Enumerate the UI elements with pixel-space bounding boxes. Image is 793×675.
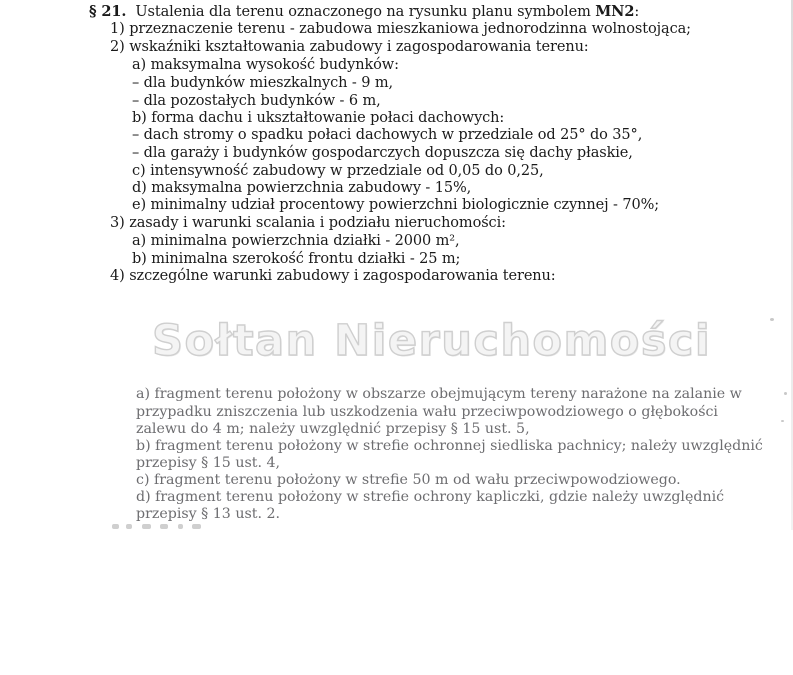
section-heading [89, 3, 639, 21]
section-symbol: MN2 [595, 3, 635, 20]
item-2-indicators: 2) wskaźniki kształtowania zabudowy i zagospodarowania terenu: [110, 39, 589, 55]
item-2a-other: – dla pozostałych budynków - 6 m, [132, 93, 381, 109]
cut-off-text-remnant [178, 524, 183, 529]
special-c-line: c) fragment terenu położony w strefie 50 m od wału przeciwpowodziowego. [136, 472, 681, 488]
special-a-line-1: a) fragment terenu położony w obszarze obejmującym tereny narażone na zalanie w [136, 386, 742, 402]
cut-off-text-remnant [126, 524, 132, 529]
cut-off-text-remnant [160, 524, 168, 529]
special-d-line-1: d) fragment terenu położony w strefie ochrony kapliczki, gdzie należy uwzględnić [136, 489, 725, 505]
item-2b-flat-roof: – dla garaży i budynków gospodarczych dopuszcza się dachy płaskie, [132, 145, 633, 161]
item-2a-max-height: a) maksymalna wysokość budynków: [132, 57, 399, 73]
scan-speck [770, 318, 774, 321]
section-number: § 21. [89, 3, 127, 20]
item-3-merging: 3) zasady i warunki scalania i podziału nieruchomości: [110, 215, 506, 231]
item-4-special: 4) szczególne warunki zabudowy i zagospodarowania terenu: [110, 268, 556, 284]
section-intro-end: : [634, 4, 640, 20]
cut-off-text-remnant [142, 524, 151, 529]
cut-off-text-remnant [192, 524, 201, 529]
watermark-text: Sołtan Nieruchomości [152, 316, 712, 366]
item-2b-steep-roof: – dach stromy o spadku połaci dachowych w przedziale od 25° do 35°, [132, 127, 643, 143]
section-intro: Ustalenia dla terenu oznaczonego na rysunku planu symbolem [135, 4, 596, 20]
item-2d-max-area: d) maksymalna powierzchnia zabudowy - 15%, [132, 180, 472, 196]
item-2c-intensity: c) intensywność zabudowy w przedziale od 0,05 do 0,25, [132, 163, 544, 179]
special-a-line-2: przypadku zniszczenia lub uszkodzenia wału przeciwpowodziowego o głębokości [136, 404, 718, 420]
special-b-line-2: przepisy § 15 ust. 4, [136, 455, 281, 471]
special-b-line-1: b) fragment terenu położony w strefie ochronnej siedliska pachnicy; należy uwzględnić [136, 438, 763, 454]
item-3b-min-front: b) minimalna szerokość frontu działki - 25 m; [132, 251, 461, 267]
item-2b-roof-form: b) forma dachu i ukształtowanie połaci dachowych: [132, 110, 505, 126]
special-a-line-3: zalewu do 4 m; należy uwzględnić przepisy § 15 ust. 5, [136, 421, 530, 437]
cut-off-text-remnant [112, 524, 119, 529]
special-d-line-2: przepisy § 13 ust. 2. [136, 506, 281, 522]
item-2a-residential: – dla budynków mieszkalnych - 9 m, [132, 75, 394, 91]
item-2e-bio-area: e) minimalny udział procentowy powierzchni biologicznie czynnej - 70%; [132, 197, 660, 213]
item-1-purpose: 1) przeznaczenie terenu - zabudowa mieszkaniowa jednorodzinna wolnostojąca; [110, 21, 691, 37]
scan-speck [781, 420, 784, 422]
item-3a-min-plot: a) minimalna powierzchnia działki - 2000 m², [132, 233, 460, 249]
scan-speck [784, 392, 787, 395]
